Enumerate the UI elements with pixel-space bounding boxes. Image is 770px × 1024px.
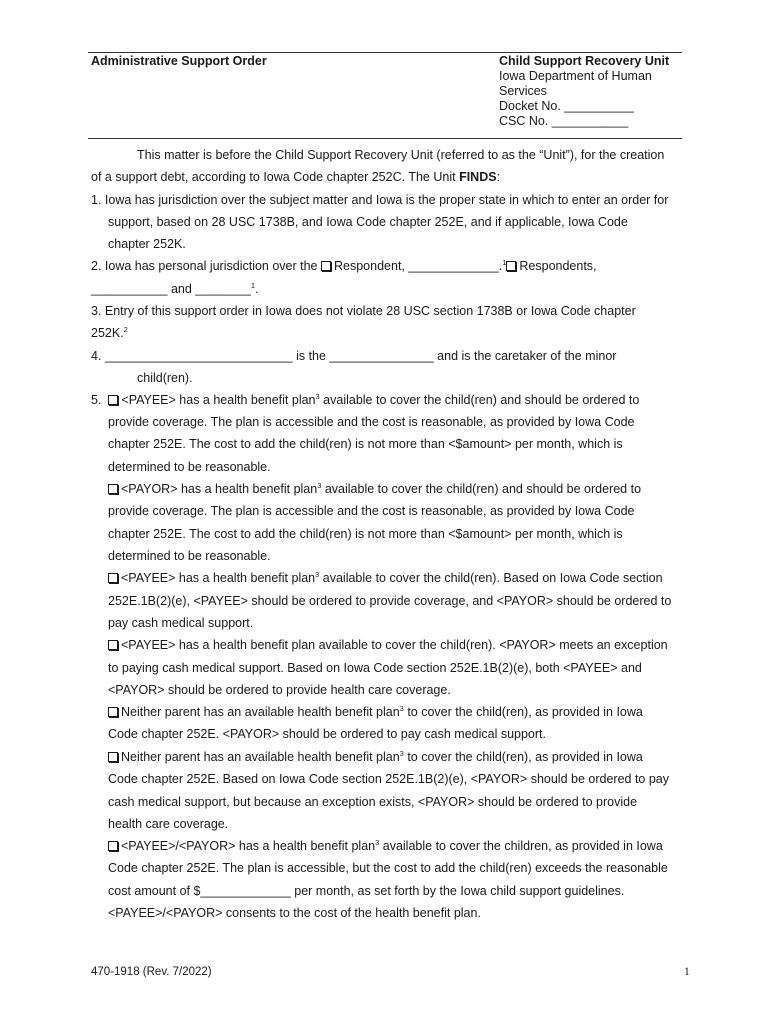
finding-1-line: support, based on 28 USC 1738B, and Iowa Code chapter 252E, and if applicable, Iowa Code xyxy=(108,215,628,229)
option-6-line: Code chapter 252E. Based on Iowa Code section 252E.1B(2)(e), <PAYOR> should be ordered to pay xyxy=(108,772,669,786)
finding-1-line: chapter 252K. xyxy=(108,237,186,251)
checkbox-icon[interactable] xyxy=(108,484,118,494)
footnote-ref: 1 xyxy=(502,258,507,267)
option-text: Neither parent has an available health benefit plan xyxy=(121,750,400,764)
footnote-ref: 3 xyxy=(399,704,404,713)
option-3-line: pay cash medical support. xyxy=(108,616,254,630)
option-7-line[interactable]: cost amount of $_____________ per month, as set forth by the Iowa child support guidelines. xyxy=(108,884,625,898)
finding-4-line: child(ren). xyxy=(137,371,193,385)
checkbox-icon[interactable] xyxy=(108,841,118,851)
finds-label: FINDS xyxy=(459,170,497,184)
intro-text: of a support debt, according to Iowa Code chapter 252C. The Unit xyxy=(91,170,460,184)
option-text: available to cover the child(ren) and should be ordered to xyxy=(319,393,640,407)
option-text: available to cover the child(ren) and should be ordered to xyxy=(321,482,642,496)
footnote-ref: 2 xyxy=(123,325,128,334)
intro-line xyxy=(91,170,500,184)
option-5-line: Code chapter 252E. <PAYOR> should be ordered to pay cash medical support. xyxy=(108,727,546,741)
checkbox-icon[interactable] xyxy=(108,752,118,762)
option-text: <PAYEE>/<PAYOR> has a health benefit plan xyxy=(121,839,376,853)
footnote-ref: 3 xyxy=(317,481,322,490)
option-1-line: determined to be reasonable. xyxy=(108,460,271,474)
finding-2-text: 2. Iowa has personal jurisdiction over the xyxy=(91,259,321,273)
respondent-field[interactable]: Respondent, _____________. xyxy=(334,259,503,273)
option-text: to cover the child(ren), as provided in Iowa xyxy=(403,705,643,719)
respondents-field[interactable]: ___________ and ________ xyxy=(91,282,251,296)
option-7-line: Code chapter 252E. The plan is accessible, but the cost to add the child(ren) exceeds the reasonable xyxy=(108,861,668,875)
finding-3-line xyxy=(91,326,128,340)
option-text: to cover the child(ren), as provided in Iowa xyxy=(403,750,643,764)
finding-1-line: 1. Iowa has jurisdiction over the subject matter and Iowa is the proper state in which to enter an order for xyxy=(91,193,669,207)
page-number: 1 xyxy=(684,966,690,978)
respondents-label: Respondents, xyxy=(519,259,597,273)
option-1-line: provide coverage. The plan is accessible and the cost is reasonable, as provided by Iowa Code xyxy=(108,415,635,429)
footnote-ref: 3 xyxy=(315,570,320,579)
option-7-line: <PAYEE>/<PAYOR> consents to the cost of the health benefit plan. xyxy=(108,906,481,920)
option-2-line xyxy=(108,482,641,496)
option-6-line: health care coverage. xyxy=(108,817,229,831)
option-2-line: provide coverage. The plan is accessible and the cost is reasonable, as provided by Iowa Code xyxy=(108,504,635,518)
option-text: <PAYEE> has a health benefit plan available to cover the child(ren). <PAYOR> meets an exception xyxy=(121,638,668,652)
document-title: Administrative Support Order xyxy=(91,54,267,68)
checkbox-icon[interactable] xyxy=(108,707,118,717)
option-3-line: 252E.1B(2)(e), <PAYEE> should be ordered to provide coverage, and <PAYOR> should be ordered to xyxy=(108,594,672,608)
option-text: available to cover the child(ren). Based on Iowa Code section xyxy=(319,571,663,585)
csc-number-field[interactable]: CSC No. ___________ xyxy=(499,114,629,128)
footnote-ref: 1 xyxy=(250,281,256,290)
checkbox-icon[interactable] xyxy=(321,261,331,271)
checkbox-icon[interactable] xyxy=(108,395,118,405)
intro-line: This matter is before the Child Support Recovery Unit (referred to as the “Unit”), for the creation xyxy=(137,148,665,162)
option-2-line: determined to be reasonable. xyxy=(108,549,271,563)
option-4-line xyxy=(108,638,668,652)
option-text: <PAYOR> has a health benefit plan xyxy=(121,482,318,496)
option-text: <PAYEE> has a health benefit plan xyxy=(121,393,316,407)
option-4-line: <PAYOR> should be ordered to provide health care coverage. xyxy=(108,683,451,697)
option-7-line xyxy=(108,839,663,853)
option-2-line: chapter 252E. The cost to add the child(ren) is not more than <$amount> per month, which is xyxy=(108,527,623,541)
checkbox-icon[interactable] xyxy=(108,640,118,650)
checkbox-icon[interactable] xyxy=(108,573,118,583)
option-1-line xyxy=(91,393,639,407)
option-3-line xyxy=(108,571,663,585)
option-text: <PAYEE> has a health benefit plan xyxy=(121,571,316,585)
finding-4-line[interactable]: 4. ___________________________ is the _______________ and is the caretaker of the minor xyxy=(91,349,617,363)
header-rule xyxy=(88,138,682,139)
option-5-line xyxy=(108,705,643,719)
option-4-line: to paying cash medical support. Based on Iowa Code section 252E.1B(2)(e), both <PAYEE> and xyxy=(108,661,642,675)
option-text: Neither parent has an available health benefit plan xyxy=(121,705,400,719)
option-6-line: cash medical support, but because an exception exists, <PAYOR> should be ordered to provide xyxy=(108,795,638,809)
finding-2-line xyxy=(91,259,597,273)
finding-3-line: 3. Entry of this support order in Iowa does not violate 28 USC section 1738B or Iowa Code chapter xyxy=(91,304,636,318)
footnote-ref: 3 xyxy=(315,392,320,401)
finding-3-text: 252K. xyxy=(91,326,124,340)
top-rule xyxy=(88,52,682,53)
agency-block xyxy=(499,54,679,129)
finding-2-line xyxy=(91,282,259,296)
finding-5-number: 5. xyxy=(91,393,102,407)
agency-line: Services xyxy=(499,84,547,98)
footnote-ref: 3 xyxy=(399,749,404,758)
period: . xyxy=(255,282,259,296)
footnote-ref: 3 xyxy=(375,838,380,847)
agency-title: Child Support Recovery Unit xyxy=(499,54,670,68)
checkbox-icon[interactable] xyxy=(506,261,516,271)
docket-number-field[interactable]: Docket No. __________ xyxy=(499,99,634,113)
option-1-line: chapter 252E. The cost to add the child(ren) is not more than <$amount> per month, which is xyxy=(108,437,623,451)
intro-colon: : xyxy=(496,170,501,184)
option-text: available to cover the children, as provided in Iowa xyxy=(379,839,663,853)
option-6-line xyxy=(108,750,643,764)
form-number: 470-1918 (Rev. 7/2022) xyxy=(91,966,212,978)
agency-line: Iowa Department of Human xyxy=(499,69,652,83)
